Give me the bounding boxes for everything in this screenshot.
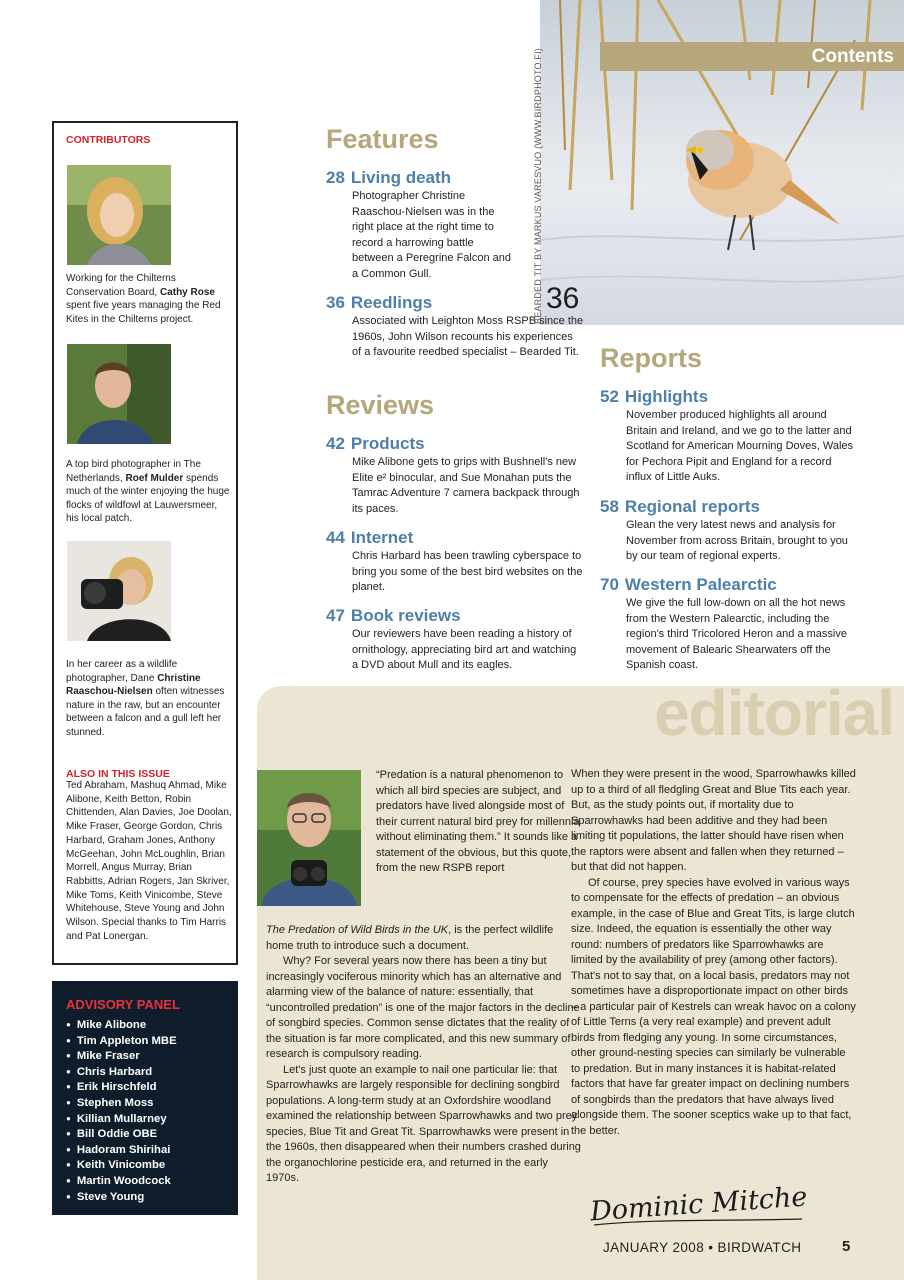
advisory-member: ● Stephen Moss bbox=[66, 1096, 177, 1112]
editorial-column-2 bbox=[571, 767, 857, 1139]
bio-text: often witnesses nature in the raw, but an encounter between a falcon and a gull left her stunned. bbox=[66, 686, 225, 738]
entry-title bbox=[600, 575, 858, 595]
editorial-paragraph: Of course, prey species have evolved in various ways to compensate for the effects of predation – an obvious example, in the case of Blue and Great Tits, is large clutch size. Indeed, the equation is essentially the other way round: numbers of predators like Sparrowhawks are limited by the availability of prey (among other factors). That's not to say that, on a local basis, predators may not sometimes have a disproportionate impact on other birds – a particular pair of Kestrels can wreak havoc on a colony of Little Terns (a very real example) and prevent adult birds from fledging any young. In some circumstances, other ground-nesting species can similarly be vulnerable to predation. But in many instances it is habitat-related factors that have far greater impact on declining numbers of songbirds than the predators that have always lived alongside them. The sooner sceptics wake up to that fact, the better. bbox=[571, 876, 856, 1137]
contents-entry-living-death[interactable] bbox=[326, 168, 526, 283]
contents-entry-reedlings[interactable] bbox=[326, 293, 582, 361]
entry-description: Glean the very latest news and analysis for November from across Britain, brought to you by our team of regional experts. bbox=[626, 519, 848, 563]
entry-title bbox=[600, 497, 858, 517]
entry-page: 47 bbox=[326, 606, 345, 625]
contributors-heading: CONTRIBUTORS bbox=[66, 134, 151, 146]
advisory-member: ● Erik Hirschfeld bbox=[66, 1080, 177, 1096]
advisory-member: ● Martin Woodcock bbox=[66, 1174, 177, 1190]
contents-entry-western-palearctic[interactable] bbox=[600, 575, 858, 674]
entry-description: Photographer Christine Raaschou-Nielsen was in the right place at the right time to record a harrowing battle between a Peregrine Falcon and a Common Gull. bbox=[352, 190, 511, 280]
advisory-panel bbox=[52, 981, 238, 1215]
entry-description: Chris Harbard has been trawling cyberspace to bring you some of the best bird websites on the planet. bbox=[352, 550, 583, 594]
photo-page-number: 36 bbox=[546, 282, 580, 315]
entry-page: 52 bbox=[600, 387, 619, 406]
contents-entry-highlights[interactable] bbox=[600, 387, 858, 486]
bio-text: In her career as a wildlife photographer, Dane bbox=[66, 659, 178, 684]
bio-text: spent five years managing the Red Kites in the Chilterns project. bbox=[66, 300, 221, 325]
photo-credit-text: BEARDED TIT BY MARKUS VARESVUO (WWW.BIRDPHOTO.FI) bbox=[533, 48, 543, 324]
entry-description: Mike Alibone gets to grips with Bushnell's new Elite e² binocular, and Sue Monahan puts the Tamrac Adventure 7 camera backpack through its paces. bbox=[352, 456, 580, 515]
advisory-panel-title: ADVISORY PANEL bbox=[66, 997, 180, 1012]
editorial-paragraph: When they were present in the wood, Sparrowhawks killed up to a third of all fledgling Great and Blue Tits each year. But, as the study points out, if mortality due to Sparrowhawks had been additive and they had been limiting tit populations, the latter should have risen when the raptors were absent and fallen when they returned – but that did not happen. bbox=[571, 768, 856, 873]
bio-text: A top bird photographer in The Netherlands, bbox=[66, 459, 201, 484]
page-folio: JANUARY 2008 • BIRDWATCH bbox=[603, 1240, 802, 1255]
entry-page: 42 bbox=[326, 434, 345, 453]
page-number: 5 bbox=[842, 1238, 851, 1255]
advisory-member: ● Keith Vinicombe bbox=[66, 1158, 177, 1174]
contributor-name: Cathy Rose bbox=[159, 286, 215, 298]
signature-text: Dominic Mitchell bbox=[589, 1180, 808, 1228]
entry-page: 44 bbox=[326, 528, 345, 547]
advisory-member: ● Mike Alibone bbox=[66, 1018, 177, 1034]
bio-text: Working for the Chilterns Conservation Board, bbox=[66, 273, 176, 298]
advisory-members-list bbox=[66, 1018, 177, 1205]
contributor-photo-christine-raaschou-nielsen bbox=[67, 541, 171, 641]
entry-title-text: Internet bbox=[350, 528, 414, 547]
contents-entry-products[interactable] bbox=[326, 434, 582, 517]
contributor-photo-cathy-rose bbox=[67, 165, 171, 265]
entry-description: Our reviewers have been reading a history of ornithology, appreciating bird art and watching a DVD about Mull and its eagles. bbox=[352, 628, 577, 672]
contributor-name: Roef Mulder bbox=[125, 472, 184, 484]
entry-title-text: Book reviews bbox=[350, 606, 461, 625]
entry-title-text: Western Palearctic bbox=[624, 575, 777, 594]
contributors-box bbox=[52, 121, 238, 965]
entry-description: November produced highlights all around Britain and Ireland, and we go to the latter and Scotland for American Mourning Doves, Wales for Pechora Pipit and England for a record influx of Little Auks. bbox=[626, 409, 854, 484]
advisory-member: ● Killian Mullarney bbox=[66, 1112, 177, 1128]
advisory-member: ● Chris Harbard bbox=[66, 1065, 177, 1081]
contributor-bio-cathy-rose bbox=[66, 272, 232, 326]
also-in-this-issue-heading: ALSO IN THIS ISSUE bbox=[66, 768, 170, 780]
editorial-column-1-bottom bbox=[266, 923, 582, 1187]
entry-title bbox=[326, 606, 582, 626]
entry-description: We give the full low-down on all the hot news from the Western Palearctic, including the region's third Tricolored Heron and a massive movement of Balearic Shearwaters off the Spanish coast. bbox=[626, 597, 847, 672]
reports-heading: Reports bbox=[600, 343, 703, 373]
entry-title-text: Reedlings bbox=[350, 293, 433, 312]
editorial-paragraph: Let's just quote an example to nail one particular lie: that Sparrowhawks are largely responsible for declining songbird populations. A long-term study at an Oxfordshire woodland examined the relationship between Sparrowhawks and two prey species, Blue Tit and Great Tit. Sparrowhawks were present in the 1960s, then disappeared when their numbers crashed during the organochlorine pesticide era, and returned in the early 1970s. bbox=[266, 1063, 581, 1184]
contributor-name: Christine Raaschou-Nielsen bbox=[66, 672, 201, 698]
features-heading: Features bbox=[326, 124, 439, 154]
editorial-paragraph bbox=[266, 923, 582, 954]
advisory-member: ● Mike Fraser bbox=[66, 1049, 177, 1065]
contents-banner bbox=[600, 42, 904, 71]
entry-title bbox=[326, 168, 526, 188]
entry-title-text: Products bbox=[350, 434, 425, 453]
editor-photo bbox=[257, 770, 361, 906]
bio-text: spends much of the winter enjoying the huge flocks of wildfowl at Lauwersmeer, his local patch. bbox=[66, 472, 230, 525]
contributor-photo-roef-mulder bbox=[67, 344, 171, 444]
entry-title-text: Regional reports bbox=[624, 497, 761, 516]
report-title: The Predation of Wild Birds in the UK bbox=[266, 924, 449, 936]
contents-entry-book-reviews[interactable] bbox=[326, 606, 582, 674]
advisory-member: ● Steve Young bbox=[66, 1190, 177, 1206]
entry-page: 58 bbox=[600, 497, 619, 516]
advisory-member: ● Tim Appleton MBE bbox=[66, 1034, 177, 1050]
entry-description: Associated with Leighton Moss RSPB since the 1960s, John Wilson recounts his experiences of a favourite reedbed specialist – Bearded Tit. bbox=[352, 315, 584, 359]
advisory-member: ● Bill Oddie OBE bbox=[66, 1127, 177, 1143]
entry-title bbox=[600, 387, 858, 407]
editorial-column-1-top bbox=[376, 768, 582, 877]
editor-signature bbox=[588, 1175, 808, 1233]
editorial-text: , is the perfect wildlife home truth to introduce such a document. bbox=[266, 924, 554, 952]
entry-page: 28 bbox=[326, 168, 345, 187]
contents-entry-internet[interactable] bbox=[326, 528, 582, 596]
entry-page: 70 bbox=[600, 575, 619, 594]
entry-title bbox=[326, 434, 582, 454]
advisory-member: ● Hadoram Shirihai bbox=[66, 1143, 177, 1159]
contents-label: Contents bbox=[811, 46, 894, 67]
editorial-heading: editorial bbox=[654, 677, 894, 749]
reviews-heading: Reviews bbox=[326, 390, 435, 420]
editorial-paragraph: “Predation is a natural phenomenon to which all bird species are subject, and predators have lived alongside most of their current natural bird prey for millennia without eliminating them.” It sounds like a statement of the obvious, but this quote, from the new RSPB report bbox=[376, 769, 580, 874]
entry-title bbox=[326, 528, 582, 548]
contributor-bio-roef-mulder bbox=[66, 458, 232, 526]
entry-title bbox=[326, 293, 582, 313]
entry-title-text: Highlights bbox=[624, 387, 709, 406]
also-in-this-issue-list: Ted Abraham, Mashuq Ahmad, Mike Alibone, Keith Betton, Robin Chittenden, Alan Davies, Joe Doolan, Mike Fraser, George Gordon, Chris Harbard, Graham Jones, Anthony McGeehan, John McLoughlin, Brian Morrell, Angus Murray, Brian Rabbitts, Adrian Rogers, Jan Skriver, Mike Toms, Keith Vinicombe, Steve Whitehouse, Steve Young and John Wilson. Special thanks to Tim Harris and Pat Lonergan. bbox=[66, 780, 232, 942]
editorial-paragraph: Why? For several years now there has been a tiny but increasingly vociferous minority which has an alternative and alarming view of the balance of nature: essentially, that “uncontrolled predation” is one of the major factors in the decline of songbird species. Common sense dictates that the reality of the situation is far more complicated, and this new summary of research is compulsory reading. bbox=[266, 955, 580, 1060]
contents-entry-regional-reports[interactable] bbox=[600, 497, 858, 565]
entry-page: 36 bbox=[326, 293, 345, 312]
entry-title-text: Living death bbox=[350, 168, 452, 187]
contributor-bio-christine-raaschou-nielsen bbox=[66, 658, 232, 740]
